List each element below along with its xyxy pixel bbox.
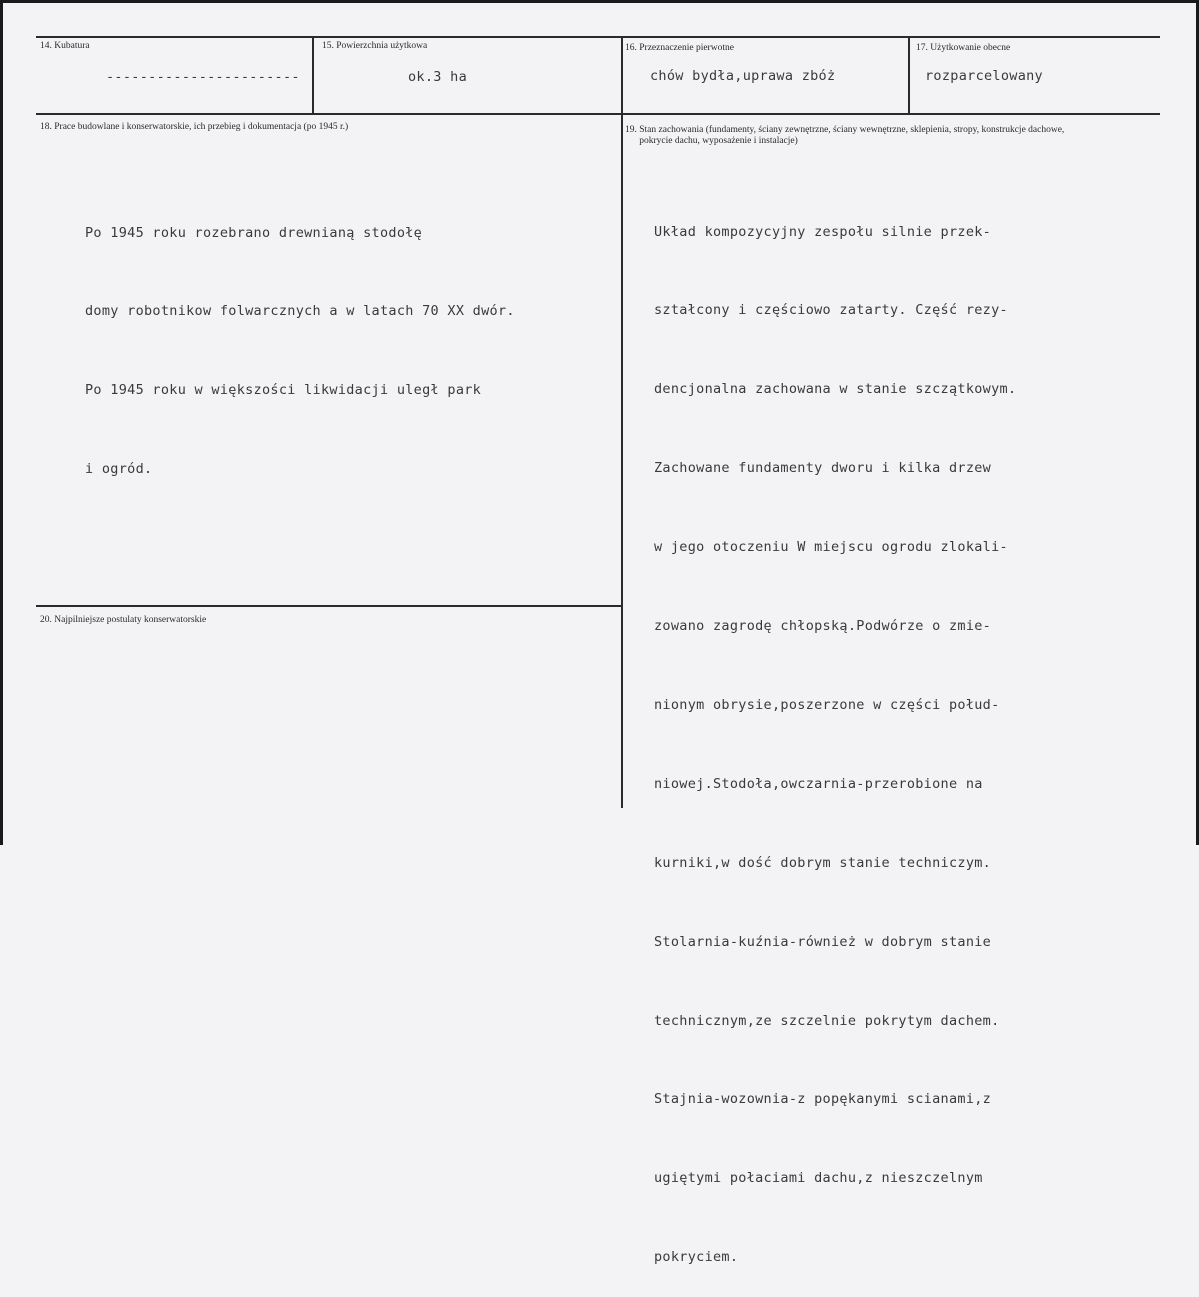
scan-edge-left <box>0 0 3 845</box>
divider-16-17 <box>908 36 910 115</box>
section-18-bottom-border <box>36 605 623 607</box>
field-19-line: dencjonalna zachowana w stanie szczątkowym. <box>654 381 1017 398</box>
scan-edge-top <box>0 0 1199 3</box>
field-20-label: 20. Najpilniejsze postulaty konserwatorskie <box>40 615 207 625</box>
field-19-line: Stajnia-wozownia-z popękanymi scianami,z <box>654 1091 992 1108</box>
field-15-value: ok.3 ha <box>408 69 467 85</box>
field-19-label: 19. Stan zachowania (fundamenty, ściany zewnętrzne, ściany wewnętrzne, sklepienia, stropy, konstrukcje dachowe, pokrycie dachu, wyposażenie i instalacje) <box>625 125 1065 146</box>
field-15-label: 15. Powierzchnia użytkowa <box>322 41 428 51</box>
field-17-label: 17. Użytkowanie obecne <box>916 43 1011 53</box>
field-18-line: Po 1945 roku rozebrano drewnianą stodołę <box>85 224 423 241</box>
field-19-line: w jego otoczeniu W miejscu ogrodu zlokali- <box>654 539 1008 556</box>
field-19-line: nionym obrysie,poszerzone w części połud- <box>654 696 1000 713</box>
field-19-line: zowano zagrodę chłopską.Podwórze o zmie- <box>654 618 992 635</box>
field-18-line: Po 1945 roku w większości likwidacji uległ park <box>85 382 482 399</box>
field-16-label: 16. Przeznaczenie pierwotne <box>625 43 734 53</box>
field-19-text <box>654 166 1016 1297</box>
field-18-line: i ogród. <box>85 461 153 478</box>
field-19-line: niowej.Stodoła,owczarnia-przerobione na <box>654 775 983 792</box>
center-divider <box>621 36 623 808</box>
field-14-label: 14. Kubatura <box>40 41 90 51</box>
row1-bottom-border <box>36 113 1160 115</box>
field-18-text <box>85 167 515 509</box>
divider-14-15 <box>312 36 314 115</box>
field-19-line: Stolarnia-kuźnia-również w dobrym stanie <box>654 933 992 950</box>
field-19-line: ształcony i częściowo zatarty. Część rezy- <box>654 302 1008 319</box>
field-14-value: ----------------------- <box>106 69 300 85</box>
field-19-line: ugiętymi połaciami dachu,z nieszczelnym <box>654 1170 983 1187</box>
field-19-line: kurniki,w dość dobrym stanie techniczym. <box>654 854 992 871</box>
field-18-line: domy robotnikow folwarcznych a w latach 70 XX dwór. <box>85 303 515 320</box>
field-18-label: 18. Prace budowlane i konserwatorskie, ich przebieg i dokumentacja (po 1945 r.) <box>40 122 349 132</box>
field-19-line: Układ kompozycyjny zespołu silnie przek- <box>654 223 992 240</box>
field-19-line: Zachowane fundamenty dworu i kilka drzew <box>654 460 992 477</box>
field-17-value: rozparcelowany <box>925 68 1043 84</box>
field-16-value: chów bydła,uprawa zbóż <box>650 68 836 84</box>
form-top-border <box>36 36 1160 38</box>
field-19-line: technicznym,ze szczelnie pokrytym dachem. <box>654 1012 1000 1029</box>
field-19-line: pokryciem. <box>654 1249 739 1266</box>
